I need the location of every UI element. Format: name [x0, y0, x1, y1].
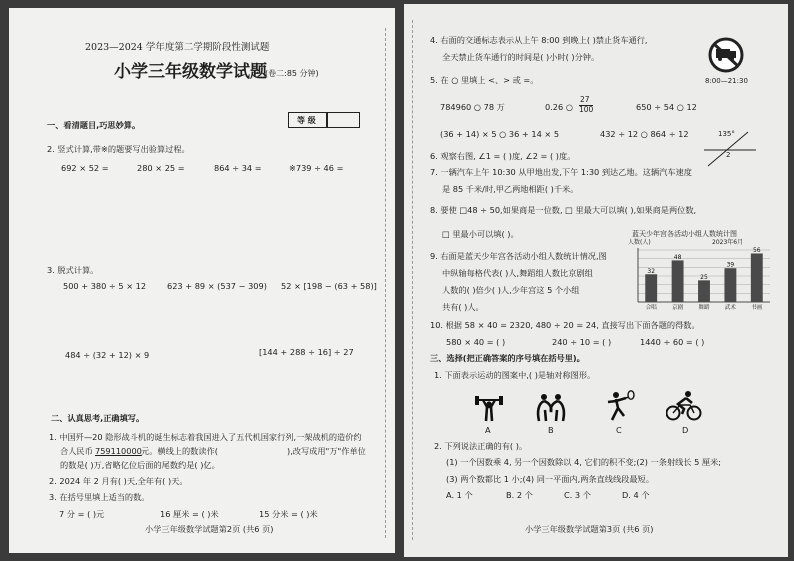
chart-category-label: 武术: [724, 305, 736, 311]
cycling-icon: [666, 390, 702, 422]
sign-time: 8:00—21:30: [705, 77, 748, 85]
grade-label: 等 级: [297, 116, 316, 125]
q8-line-1: 8. 要使 □48 ÷ 50,如果商是一位数, □ 里最大可以填( ),如果商是两位数,: [430, 205, 697, 215]
chart-subtitle: 2023年6月: [712, 239, 744, 246]
q9-line-1: 9. 右面是蓝天少年宫各活动小组人数统计情况,图: [430, 251, 607, 261]
section-1-heading: 一、看清题目,巧思妙算。: [47, 120, 141, 130]
q9-line-3: 人数的( )倍少( )人,少年宫这 5 个小组: [442, 285, 580, 295]
fraction-numerator: 27: [580, 95, 590, 104]
q2-item-1: 692 × 52 =: [61, 163, 109, 173]
q9-line-2: 中纵轴每格代表( )人,舞蹈组人数比京剧组: [442, 268, 593, 278]
right-footer: 小学三年级数学试题第3页 (共6 页): [525, 524, 654, 534]
chart-ylabel: 人数(人): [628, 239, 651, 246]
angle-label-2: 2: [726, 151, 731, 159]
wrestling-icon: [534, 392, 568, 422]
s2-text: 2. 下列说法正确的有( )。: [434, 441, 528, 451]
chart-value-label: 56: [752, 246, 761, 254]
q6-text: 6. 观察右图, ∠1 = ( )度, ∠2 = ( )度。: [430, 151, 576, 161]
q10-line-1: 10. 根据 58 × 40 = 2320, 480 ÷ 20 = 24, 直接写出下面各题的得数。: [430, 320, 700, 330]
q4-line-1: 4. 右面的交通标志表示从上午 8:00 到晚上( )禁止货车通行,: [430, 35, 648, 45]
s1-option-c: C: [616, 425, 622, 435]
no-truck-sign-icon: [703, 37, 749, 75]
chart-category-label: 书画: [751, 305, 763, 311]
chart-category-label: 合唱: [645, 305, 657, 311]
q3-instruction: 3. 脱式计算。: [47, 265, 99, 275]
s2-option-c: C. 3 个: [564, 490, 591, 500]
q5-item-5: 432 ÷ 12 ○ 864 ÷ 12: [600, 129, 689, 139]
q3b-item-3: 15 分米 = ( )米: [259, 509, 318, 519]
q3-item-4: 484 ÷ (32 + 12) × 9: [65, 350, 150, 360]
exam-duration: (卷二:85 分钟): [265, 69, 319, 78]
chart-value-label: 25: [700, 273, 708, 281]
q10-item-1: 580 × 40 = ( ): [446, 337, 506, 347]
q1-line-2b: 元。横线上的数读作(: [141, 446, 218, 456]
chart-value-label: 32: [647, 267, 656, 275]
left-page: [9, 8, 395, 553]
q7-line-2: 是 85 千米/时,甲乙两地相距( )千米。: [442, 184, 579, 194]
chart-title: 蓝天少年宫各活动小组人数统计图: [632, 230, 737, 238]
q1-line-1: 1. 中国歼—20 隐形战斗机的诞生标志着我国进入了五代机国家行列,一架战机的造价约: [49, 432, 362, 442]
angle-label-135: 135°: [718, 130, 735, 138]
q2b-text: 2. 2024 年 2 月有( )天,全年有( )天。: [49, 476, 188, 486]
s1-text: 1. 下面表示运动的图案中,( )是轴对称图形。: [434, 370, 596, 380]
chart-bar: [672, 260, 684, 302]
chart-category-label: 舞蹈: [698, 305, 710, 311]
chart-bar: [698, 280, 710, 302]
chart-bar: [751, 253, 763, 302]
fraction-denominator: 100: [579, 105, 594, 114]
s2-option-a: A. 1 个: [446, 490, 473, 500]
q3-item-2: 623 + 89 × (537 − 309): [167, 281, 267, 291]
s1-option-b: B: [548, 425, 554, 435]
q4-line-2: 全天禁止货车通行的时间是( )小时( )分钟。: [442, 52, 600, 62]
chart-value-label: 48: [673, 253, 682, 261]
bar-chart: [626, 230, 776, 314]
right-page: [404, 4, 788, 557]
q2-item-3: 864 ÷ 34 =: [214, 163, 262, 173]
binding-dash-line: [385, 28, 386, 538]
q3-item-3: 52 × [198 − (63 + 58)]: [281, 281, 377, 291]
tennis-icon: [604, 390, 636, 422]
chart-bar: [645, 274, 657, 302]
q3b-item-1: 7 分 = ( )元: [59, 509, 105, 519]
q5-item-1: 784960 ○ 78 万: [440, 102, 505, 112]
page-title: 小学三年级数学试题: [114, 62, 267, 82]
section-2-heading: 二、认真思考,正确填写。: [51, 413, 145, 423]
q2-item-4: ※739 ÷ 46 =: [289, 163, 344, 173]
section-3-heading: 三、选择(把正确答案的序号填在括号里)。: [430, 353, 585, 363]
q2-item-2: 280 × 25 =: [137, 163, 185, 173]
s2-line-2: (3) 两个数都比 1 小;(4) 同一平面内,两条直线线段最短。: [446, 474, 654, 484]
q8-line-2: □ 里最小可以填( )。: [442, 229, 519, 239]
weightlifting-icon: [474, 392, 504, 422]
q3b-item-2: 16 厘米 = ( )米: [160, 509, 219, 519]
chart-value-label: 39: [726, 261, 735, 269]
s2-option-b: B. 2 个: [506, 490, 533, 500]
q2-instruction: 2. 竖式计算,带※的题要写出验算过程。: [47, 144, 190, 154]
s2-line-1: (1) 一个因数乘 4, 另一个因数除以 4, 它们的积不变;(2) 一条射线长 5 厘米;: [446, 457, 722, 467]
q5-item-4: (36 + 14) × 5 ○ 36 + 14 × 5: [440, 129, 560, 139]
q3b-text: 3. 在括号里填上适当的数。: [49, 492, 150, 502]
q7-line-1: 7. 一辆汽车上午 10:30 从甲地出发,下午 1:30 到达乙地。这辆汽车速度: [430, 167, 692, 177]
s1-option-d: D: [682, 425, 689, 435]
exam-header: 2023—2024 学年度第二学期阶段性测试题: [85, 42, 270, 53]
chart-category-label: 京剧: [672, 305, 684, 311]
binding-dash-line-right: [412, 20, 413, 540]
q10-item-3: 1440 ÷ 60 = ( ): [640, 337, 705, 347]
grade-input-box[interactable]: [326, 112, 360, 128]
q1-line-2c: ),改写成用"万"作单位: [287, 446, 366, 456]
q5-item-2: 0.26 ○: [545, 102, 573, 112]
q3-item-5: [144 + 288 ÷ 16] ÷ 27: [259, 347, 354, 357]
grade-label-box: [288, 112, 328, 128]
q9-line-4: 共有( )人。: [442, 302, 484, 312]
s2-option-d: D. 4 个: [622, 490, 650, 500]
left-footer: 小学三年级数学试题第2页 (共6 页): [145, 524, 274, 534]
chart-bar: [724, 268, 736, 302]
q3-item-1: 500 + 380 ÷ 5 × 12: [63, 281, 147, 291]
q1-line-2a: 合人民币: [60, 446, 93, 456]
q10-item-2: 240 ÷ 10 = ( ): [552, 337, 612, 347]
q1-line-3: 的数是( )万,省略亿位后面的尾数约是( )亿。: [60, 460, 220, 470]
q1-number: 759110000: [95, 446, 142, 456]
q5-item-3: 650 ÷ 54 ○ 12: [636, 102, 697, 112]
q5-instruction: 5. 在 ○ 里填上 <、> 或 =。: [430, 75, 539, 85]
s1-option-a: A: [485, 425, 491, 435]
